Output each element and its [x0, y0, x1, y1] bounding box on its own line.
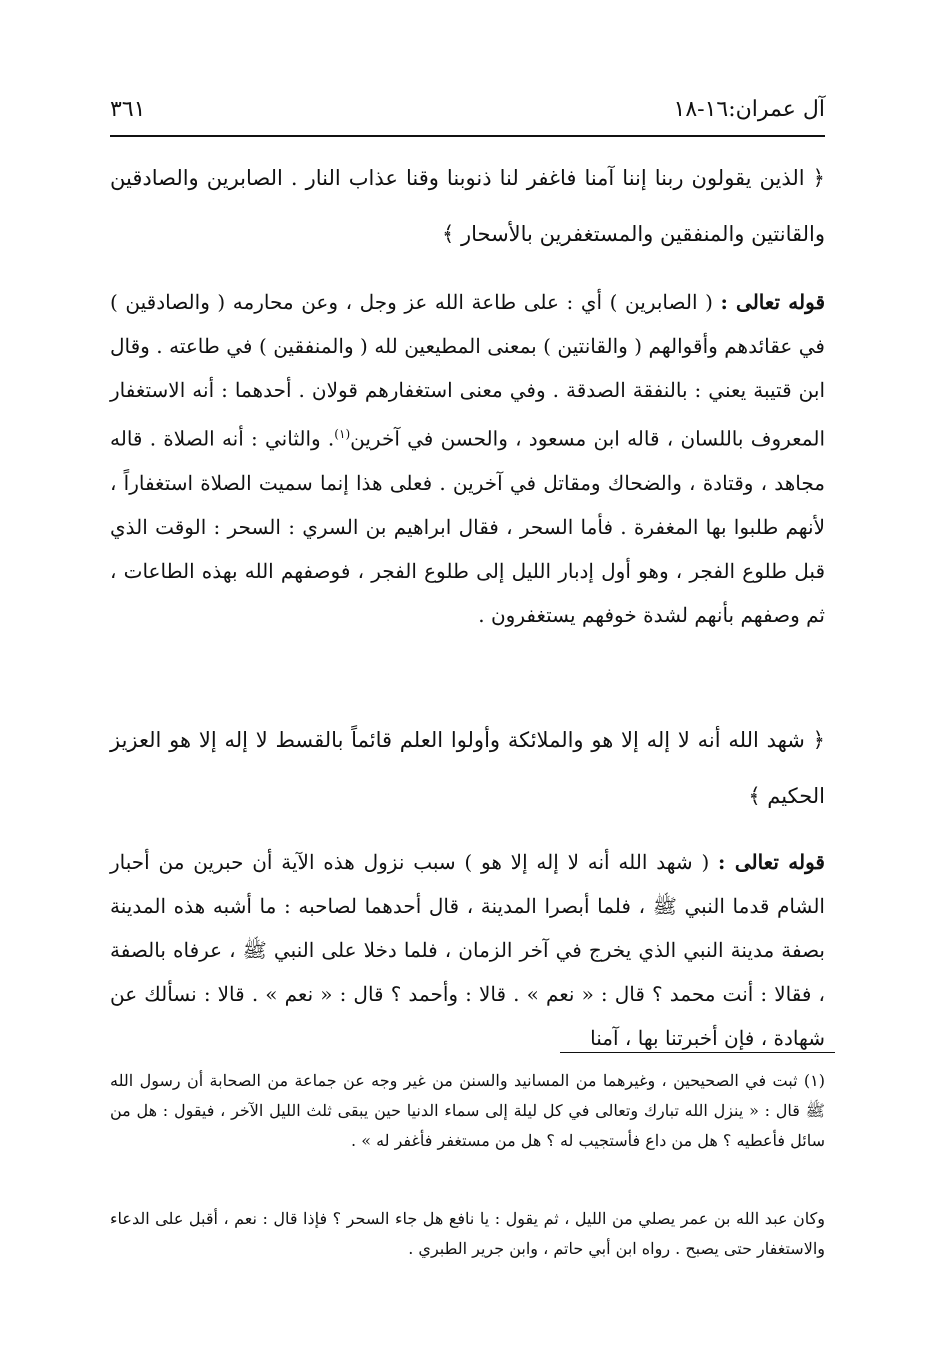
commentary-2-lead: قوله تعالى : [718, 850, 825, 874]
commentary-1-lead: قوله تعالى : [720, 290, 825, 314]
verse-2: ﴿ شهد الله أنه لا إله إلا هو والملائكة وأولوا العلم قائماً بالقسط لا إله إلا هو العزيز الحكيم ﴾ [110, 728, 825, 808]
footnote-2: وكان عبد الله بن عمر يصلي من الليل ، ثم يقول : يا نافع هل جاء السحر ؟ فإذا قال : نعم ، أقبل على الدعاء والاستغفار حتى يصبح . رواه ابن أبي حاتم ، وابن جرير الطبري . [110, 1209, 825, 1258]
verse-1: ﴿ الذين يقولون ربنا إننا آمنا فاغفر لنا ذنوبنا وقنا عذاب النار . الصابرين والصادقين والقانتين والمنفقين والمستغفرين بالأسحار ﴾ [110, 166, 825, 246]
commentary-2-text: ( شهد الله أنه لا إله إلا هو ) سبب نزول هذه الآية أن حبرين من أحبار الشام قدما النبي ﷺ ، فلما أبصرا المدينة ، قال أحدهما لصاحبه : ما أشبه هذه المدينة بصفة مدينة النبي الذي يخرج في آخر الزمان ، فلما دخلا على النبي ﷺ ، عرفاه بالصفة ، فقالا : أنت محمد ؟ قال : « نعم » . قالا : وأحمد ؟ قال : « نعم » . قالا : نسألك عن شهادة ، فإن أخبرتنا بها ، آمنا [110, 850, 825, 1050]
commentary-1 [110, 280, 825, 637]
surah-title: آل عمران:١٦-١٨ [673, 96, 825, 122]
commentary-1-text: ( الصابرين ) أي : على طاعة الله عز وجل ، وعن محارمه ( والصادقين ) في عقائدهم وأقوالهم ( والقانتين ) بمعنى المطيعين لله ( والمنفقين ) في طاعته . وقال ابن قتيبة يعني : بالنفقة الصدقة . وفي معنى استغفارهم قولان . أحدهما : أنه الاستغفار المعروف باللسان ، قاله ابن مسعود ، والحسن في آخرين [110, 290, 825, 451]
commentary-2 [110, 840, 825, 1060]
footnote-marker: (١) [334, 427, 351, 441]
page-number: ٣٦١ [110, 96, 146, 122]
footnote-rule [560, 1052, 835, 1053]
commentary-1-text-after: . والثاني : أنه الصلاة . قاله مجاهد ، وقتادة ، والضحاك ومقاتل في آخرين . فعلى هذا إنما سميت الصلاة استغفاراً ، لأنهم طلبوا بها المغفرة . فأما السحر ، فقال ابراهيم بن السري : السحر : الوقت الذي قبل طلوع الفجر ، وهو أول إدبار الليل إلى طلوع الفجر ، فوصفهم الله بهذه الطاعات ، ثم وصفهم بأنهم لشدة خوفهم يستغفرون . [110, 426, 825, 627]
header-rule [110, 135, 825, 137]
footnote-1: (١) ثبت في الصحيحين ، وغيرهما من المسانيد والسنن من غير وجه عن جماعة من الصحابة أن رسول الله ﷺ قال : « ينزل الله تبارك وتعالى في كل ليلة إلى سماء الدنيا حين يبقى ثلث الليل الآخر ، فيقول : هل من سائل فأعطيه ؟ هل من داع فأستجيب له ؟ هل من مستغفر فأغفر له » . [110, 1071, 825, 1150]
page-header [110, 92, 825, 126]
